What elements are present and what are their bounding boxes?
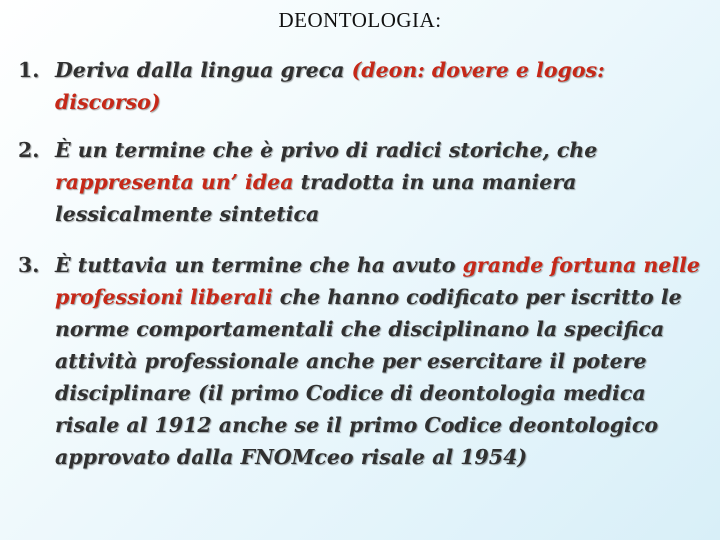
highlighted-text: (deon: dovere e logos: discorso) [55, 58, 605, 114]
list-item-3 [18, 249, 714, 473]
highlighted-text: rappresenta un’ idea [55, 170, 294, 194]
item-text-part: tradotta in una maniera lessicalmente sintetica [55, 170, 577, 226]
item-text [55, 54, 714, 118]
item-number: 3. [18, 253, 40, 277]
slide-title: DEONTOLOGIA: [278, 8, 442, 32]
item-text-part: È tuttavia un termine che ha avuto [55, 253, 463, 277]
list-item-2 [18, 134, 714, 230]
item-text [55, 134, 714, 230]
item-text-part: Deriva dalla lingua greca [55, 58, 352, 82]
item-number: 2. [18, 138, 40, 162]
list-item-1 [18, 54, 714, 118]
highlighted-text: grande fortuna nelle professioni liberali [55, 253, 700, 309]
item-text [55, 249, 714, 473]
item-number: 1. [18, 58, 40, 82]
item-text-part: È un termine che è privo di radici storiche, che [55, 138, 598, 162]
item-text-part: che hanno codificato per iscritto le norme comportamentali che disciplinano la specifica attività professionale anche per esercitare il potere disciplinare (il primo Codice di deontologia medica risale al 1912 anche se il primo Codice deontologico approvato dalla FNOMceo risale al 1954) [55, 285, 682, 469]
